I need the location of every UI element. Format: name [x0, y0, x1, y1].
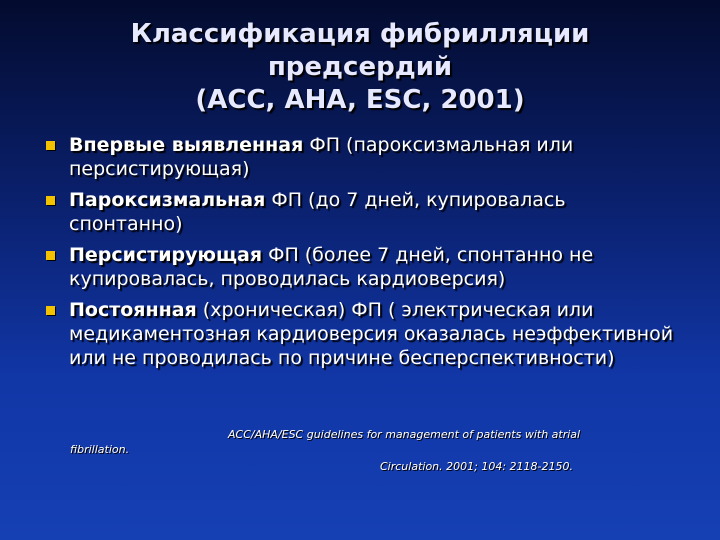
bullet-description: ФП (до 7 дней, купировалась спонтанно)	[69, 189, 566, 235]
square-bullet-icon	[46, 141, 55, 150]
reference-line-3: Circulation. 2001; 104: 2118-2150.	[380, 460, 573, 473]
bullet-description: ФП (пароксизмальная или персистирующая)	[69, 134, 574, 180]
title-line-3: (ACC, AHA, ESC, 2001)	[195, 85, 525, 115]
bullet-term: Пароксизмальная	[69, 189, 266, 211]
bullet-term: Постоянная	[69, 299, 197, 321]
reference-line-2: fibrillation.	[70, 443, 130, 456]
bullet-description: (хроническая) ФП ( электрическая или медикаментозная кардиоверсия оказалась неэффективной или не проводилась по причине бесперспективности)	[69, 299, 674, 369]
title-line-2: предсердий	[267, 52, 453, 82]
square-bullet-icon	[46, 251, 55, 260]
square-bullet-icon	[46, 306, 55, 315]
bullet-term: Персистирующая	[69, 244, 263, 266]
slide-title	[40, 18, 680, 117]
square-bullet-icon	[46, 196, 55, 205]
bullet-item-persistent	[46, 243, 676, 291]
bullet-item-paroxysmal	[46, 188, 676, 236]
bullet-item-permanent	[46, 298, 676, 370]
bullet-item-first-detected	[46, 133, 676, 181]
bullet-list	[46, 133, 676, 377]
reference-line-1: ACC/AHA/ESC guidelines for management of patients with atrial	[228, 428, 581, 441]
title-line-1: Классификация фибрилляции	[130, 19, 590, 49]
bullet-term: Впервые выявленная	[69, 134, 304, 156]
bullet-description: ФП (более 7 дней, спонтанно не купировалась, проводилась кардиоверсия)	[69, 244, 594, 290]
